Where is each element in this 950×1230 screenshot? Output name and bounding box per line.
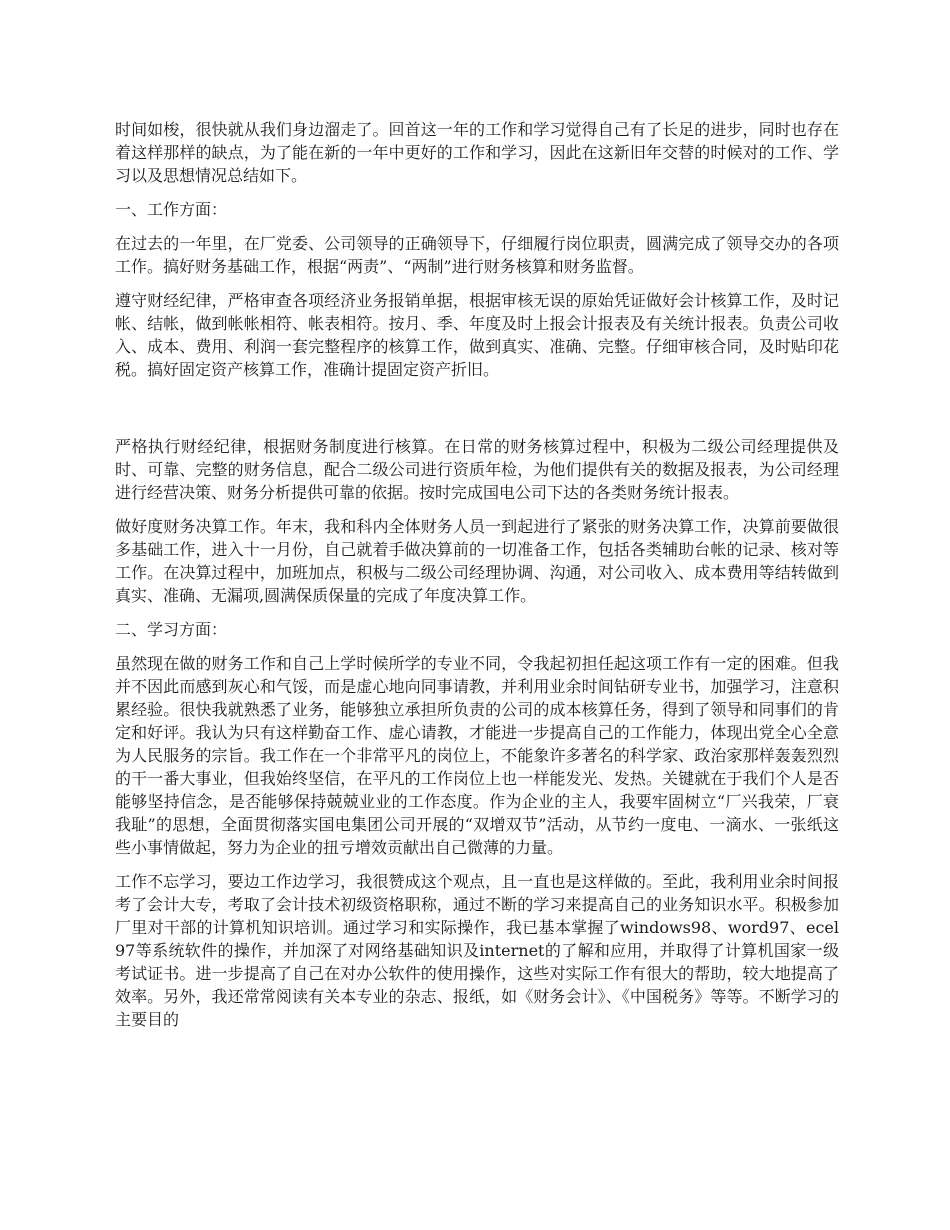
document-body <box>115 118 839 1042</box>
work-paragraph-2: 遵守财经纪律，严格审查各项经济业务报销单据，根据审核无误的原始凭证做好会计核算工作，及时记帐、结帐，做到帐帐相符、帐表相符。按月、季、年度及时上报会计报表及有关统计报表。负责公司收入、成本、费用、利润一套完整程序的核算工作，做到真实、准确、完整。仔细审核合同，及时贴印花税。搞好固定资产核算工作，准确计提固定资产折旧。 <box>115 291 839 379</box>
study-paragraph-2: 工作不忘学习，要边工作边学习，我很赞成这个观点，且一直也是这样做的。至此，我利用业余时间报考了会计大专，考取了会计技术初级资格职称，通过不断的学习来提高自己的业务知识水平。积极参加厂里对干部的计算机知识培训。通过学习和实际操作，我已基本掌握了windows98、word97、ecel97等系统软件的操作，并加深了对网络基础知识及internet的了解和应用，并取得了计算机国家一级考试证书。进一步提高了自己在对办公软件的使用操作，这些对实际工作有很大的帮助，较大地提高了效率。另外，我还常常阅读有关本专业的杂志、报纸，如《财务会计》、《中国税务》等等。不断学习的主要目的 <box>115 872 839 1029</box>
section-heading-work: 一、工作方面： <box>115 200 228 219</box>
section-heading-study: 二、学习方面： <box>115 620 228 639</box>
work-paragraph-1: 在过去的一年里，在厂党委、公司领导的正确领导下，仔细履行岗位职责，圆满完成了领导交办的各项工作。搞好财务基础工作，根据“两责”、“两制”进行财务核算和财务监督。 <box>115 234 839 276</box>
work-paragraph-4: 做好度财务决算工作。年末，我和科内全体财务人员一到起进行了紧张的财务决算工作，决算前要做很多基础工作，进入十一月份，自己就着手做决算前的一切准备工作，包括各类辅助台帐的记录、核对等工作。在决算过程中，加班加点，积极与二级公司经理协调、沟通，对公司收入、成本费用等结转做到真实、准确、无漏项,圆满保质保量的完成了年度决算工作。 <box>115 517 839 605</box>
work-paragraph-3: 严格执行财经纪律，根据财务制度进行核算。在日常的财务核算过程中，积极为二级公司经理提供及时、可靠、完整的财务信息，配合二级公司进行资质年检，为他们提供有关的数据及报表，为公司经理进行经营决策、财务分析提供可靠的依据。按时完成国电公司下达的各类财务统计报表。 <box>115 437 839 502</box>
intro-paragraph: 时间如梭，很快就从我们身边溜走了。回首这一年的工作和学习觉得自己有了长足的进步，同时也存在着这样那样的缺点，为了能在新的一年中更好的工作和学习，因此在这新旧年交替的时候对的工作、学习以及思想情况总结如下。 <box>115 120 839 185</box>
paragraph-spacer <box>115 392 839 435</box>
study-paragraph-1: 虽然现在做的财务工作和自己上学时候所学的专业不同，令我起初担任起这项工作有一定的困难。但我并不因此而感到灰心和气馁，而是虚心地向同事请教，并利用业余时间钻研专业书，加强学习，注意积累经验。很快我就熟悉了业务，能够独立承担所负责的公司的成本核算任务，得到了领导和同事们的肯定和好评。我认为只有这样勤奋工作、虚心请教，才能进一步提高自己的工作能力，体现出党全心全意为人民服务的宗旨。我工作在一个非常平凡的岗位上，不能象许多著名的科学家、政治家那样轰轰烈烈的干一番大事业，但我始终坚信，在平凡的工作岗位上也一样能发光、发热。关键就在于我们个人是否能够坚持信念，是否能够保持兢兢业业的工作态度。作为企业的主人，我要牢固树立“厂兴我荣，厂衰我耻”的思想，全面贯彻落实国电集团公司开展的“双增双节”活动，从节约一度电、一滴水、一张纸这些小事情做起，努力为企业的扭亏增效贡献出自己微薄的力量。 <box>115 654 839 857</box>
